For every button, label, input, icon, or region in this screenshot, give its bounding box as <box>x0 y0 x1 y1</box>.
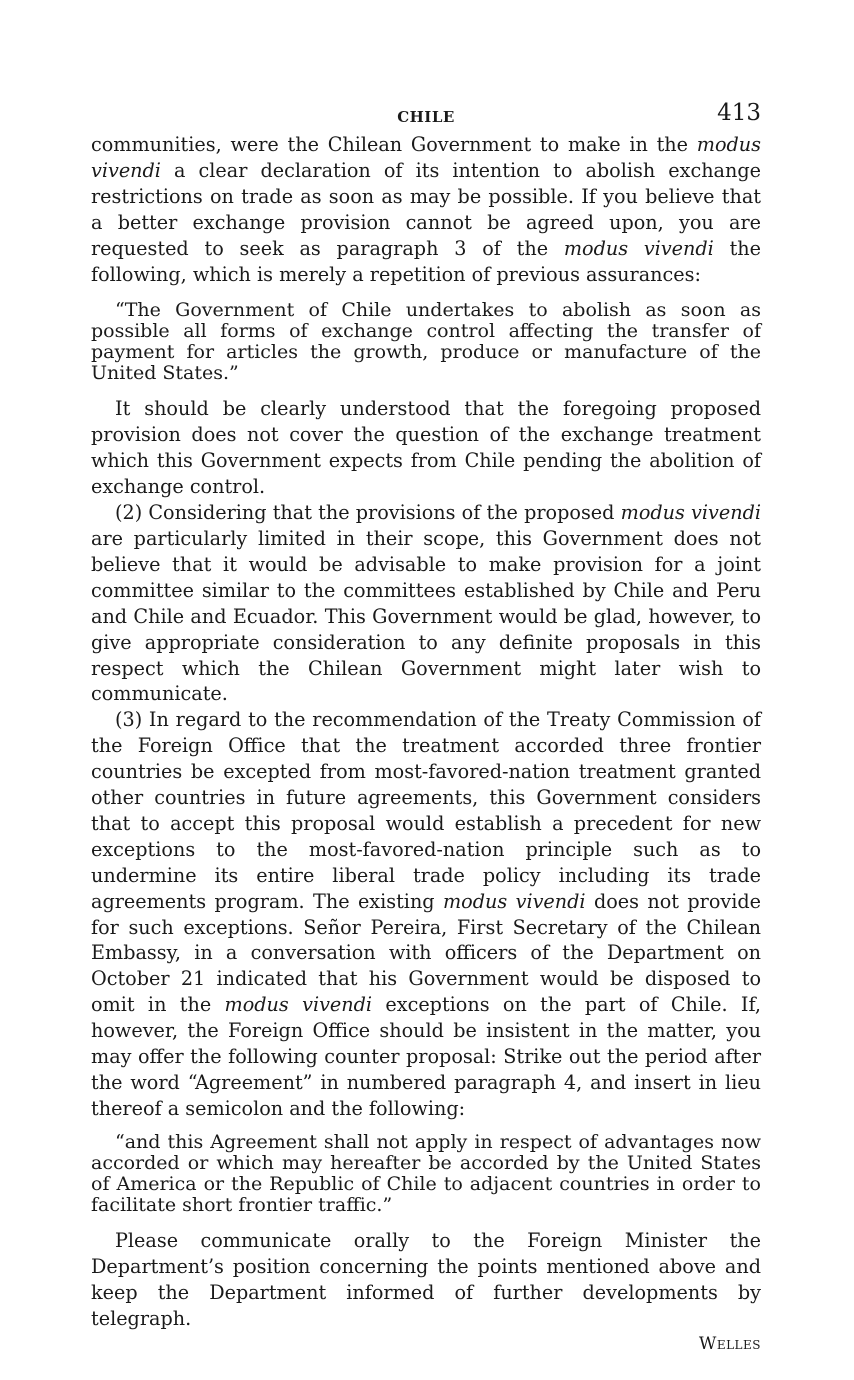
text-run: (3) In regard to the recommendation of the Treaty Commission of the Foreign Office that the treatment accorded three frontier countries be excepted from most-favored-nation treatment granted other countries in future agreements, this Government considers that to accept this proposal would establish a precedent for new exceptions to the most-favored-nation principle such as to undermine its entire liberal trade policy including its trade agreements program. The existing <box>91 708 761 913</box>
text-run: communities, were the Chilean Government to make in the <box>91 133 697 156</box>
italic-term: modus vivendi <box>620 501 761 525</box>
block-quote-exchange-control: “The Government of Chile undertakes to abolish as soon as possible all forms of exchange control affecting the transfer of payment for articles the growth, produce or manufacture of the United States.” <box>91 299 761 385</box>
text-run: does not provide for such exceptions. Señor Pereira, First Secretary of the Chilean Embassy, in a conversation with officers of the Department on October 21 indicated that his Government would be disposed to omit in the <box>91 889 762 1017</box>
italic-term: modus vivendi <box>442 889 586 913</box>
paragraph-closing: Please communicate orally to the Foreign Minister the Department’s position concerning the points mentioned above and keep the Department informed of further developments by telegraph. <box>91 1228 761 1330</box>
text-run: the following, which is merely a repetition of previous assurances: <box>91 236 761 286</box>
paragraph-point-2 <box>91 500 761 707</box>
block-quote-frontier-traffic: “and this Agreement shall not apply in respect of advantages now accorded or which may hereafter be accorded by the United States of America or the Republic of Chile to adjacent countries in order to facilitate short frontier traffic.” <box>91 1130 761 1216</box>
text-run: exceptions on the part of Chile. If, however, the Foreign Office should be insistent in the matter, you may offer the following counter proposal: Strike out the period after the word “Agreement” in numbered paragraph 4, and insert in lieu thereof a semicolon and the following: <box>91 993 762 1120</box>
page-header <box>91 100 761 132</box>
text-run: a clear declaration of its intention to abolish exchange restrictions on trade as soon as may be possible. If you believe that a better exchange provision cannot be agreed upon, you are requested to seek as paragraph 3 of the <box>91 158 761 260</box>
italic-term: modus vivendi <box>91 133 761 182</box>
signature: Welles <box>698 1334 761 1355</box>
paragraph-point-3 <box>91 707 761 1122</box>
text-run: (2) Considering that the provisions of the proposed <box>115 501 621 525</box>
italic-term: modus vivendi <box>224 993 373 1017</box>
page-number: 413 <box>717 100 761 126</box>
document-page <box>91 100 761 1355</box>
paragraph-clarification: It should be clearly understood that the foregoing proposed provision does not cover the question of the exchange treatment which this Government expects from Chile pending the abolition of exchange control. <box>91 397 761 499</box>
text-run: are particularly limited in their scope, this Government does not believe that it would be advisable to make provision for a joint committee similar to the committees established by Chile and Peru and Chile and Ecuador. This Government would be glad, however, to give appropriate consideration to any definite proposals in this respect which the Chilean Government might later wish to communicate. <box>91 526 761 706</box>
paragraph-continuation <box>91 132 761 287</box>
italic-term: modus vivendi <box>563 236 714 260</box>
running-title: CHILE <box>397 108 455 126</box>
